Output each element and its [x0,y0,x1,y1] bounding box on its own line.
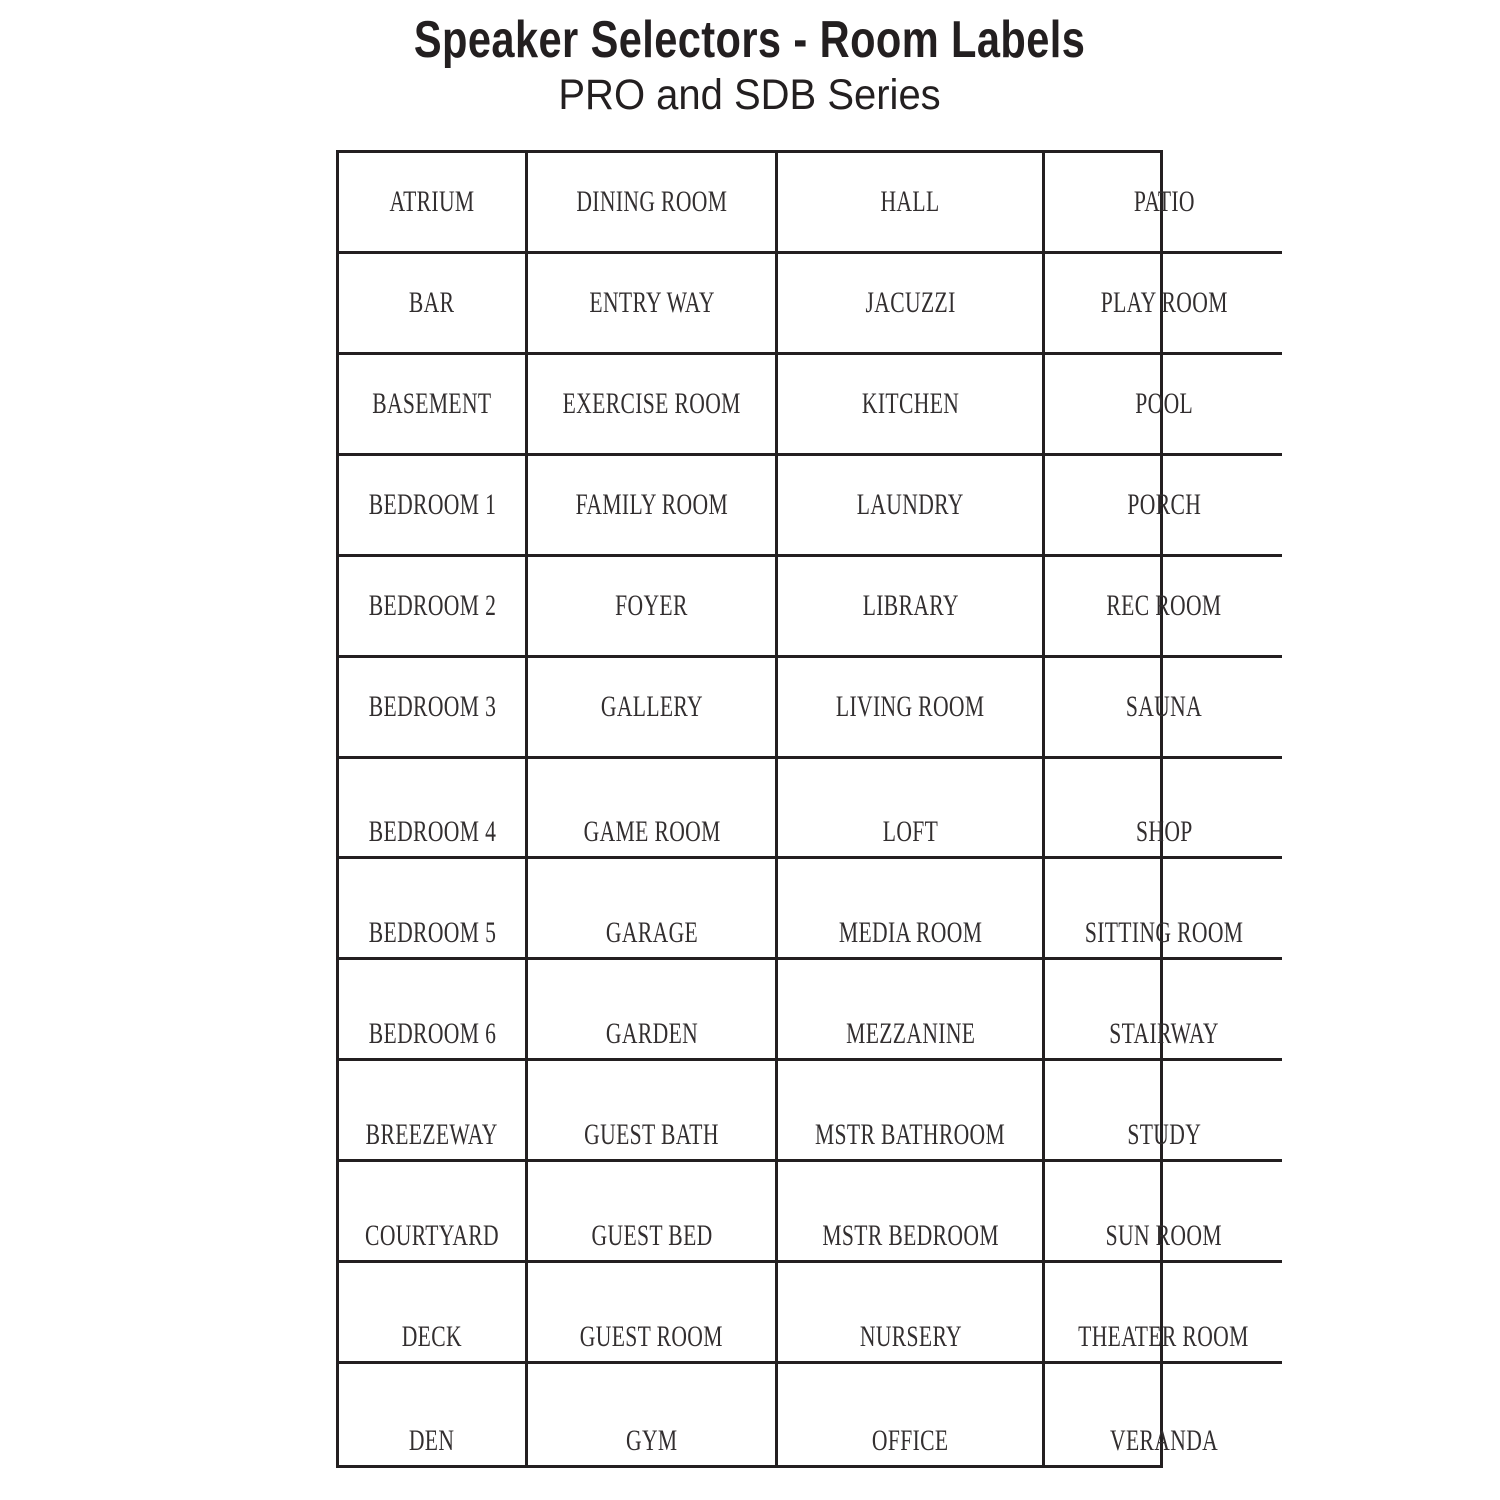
room-cell [339,1364,528,1465]
room-label: SHOP [1135,815,1193,849]
room-cell [1045,557,1282,658]
room-label: THEATER ROOM [1078,1320,1250,1354]
room-cell [1045,1061,1282,1162]
room-label: COURTYARD [365,1219,500,1253]
room-cell [339,1162,528,1263]
room-cell [339,859,528,960]
room-label: ENTRY WAY [589,285,715,319]
room-cell [528,557,778,658]
room-cell [778,1364,1045,1465]
room-cell [1045,960,1282,1061]
room-label: POOL [1134,386,1193,420]
room-label: JACUZZI [865,285,956,319]
room-cell [1045,759,1282,860]
room-cell [778,1162,1045,1263]
page-subtitle: PRO and SDB Series [558,71,942,119]
room-label: NURSERY [859,1320,962,1354]
room-label: GUEST ROOM [580,1320,724,1354]
room-label: BEDROOM 4 [368,815,496,849]
room-label: DINING ROOM [576,184,728,218]
room-cell [339,456,528,557]
room-label: BAR [409,285,455,319]
room-label: MEDIA ROOM [838,916,983,950]
room-cell [339,355,528,456]
room-label-grid [336,150,1250,1468]
room-cell [1045,1162,1282,1263]
room-cell [528,254,778,355]
room-cell [778,557,1045,658]
room-label: DEN [409,1424,455,1457]
room-cell [339,1061,528,1162]
room-cell [528,1364,778,1465]
room-label: KITCHEN [861,386,960,420]
room-label: MSTR BATHROOM [815,1118,1006,1152]
room-cell [778,859,1045,960]
room-label: GARDEN [605,1017,698,1051]
room-label: BEDROOM 3 [368,689,496,723]
page-header [0,12,1500,69]
room-label: LIBRARY [862,588,959,622]
room-label: GALLERY [600,689,703,723]
room-cell [528,960,778,1061]
room-label: SUN ROOM [1105,1219,1223,1253]
page-title: Speaker Selectors - Room Labels [414,11,1086,69]
room-cell [528,355,778,456]
room-label: GAME ROOM [583,815,721,849]
room-cell [339,658,528,759]
room-label: REC ROOM [1106,588,1222,622]
room-cell [778,658,1045,759]
room-cell [778,1061,1045,1162]
page-subheader [0,72,1500,119]
room-label: PLAY ROOM [1100,285,1228,319]
room-label: BEDROOM 6 [368,1017,496,1051]
room-label: MEZZANINE [845,1017,976,1051]
room-cell [528,1263,778,1364]
room-cell [1045,1263,1282,1364]
room-label: BREEZEWAY [366,1118,499,1152]
room-cell [778,759,1045,860]
room-cell [339,759,528,860]
room-label: GYM [625,1424,678,1457]
room-label: GARAGE [605,916,698,950]
room-label: HALL [880,184,940,218]
room-label: LAUNDRY [856,487,964,521]
room-cell [528,153,778,254]
room-cell [528,456,778,557]
room-cell [1045,658,1282,759]
room-cell [778,355,1045,456]
room-label: MSTR BEDROOM [822,1219,999,1253]
room-label: LOFT [882,815,939,849]
room-label: FOYER [615,588,689,622]
room-cell [1045,355,1282,456]
room-cell [528,859,778,960]
room-cell [1045,859,1282,960]
room-label: STUDY [1126,1118,1201,1152]
room-cell [1045,153,1282,254]
room-label: LIVING ROOM [836,689,985,723]
room-cell [778,1263,1045,1364]
room-cell [339,1263,528,1364]
room-cell [528,759,778,860]
room-label: OFFICE [872,1424,949,1457]
room-label: SAUNA [1125,689,1203,723]
room-cell [528,658,778,759]
room-label: GUEST BATH [584,1118,720,1152]
room-cell [1045,456,1282,557]
room-cell [528,1061,778,1162]
room-cell [1045,1364,1282,1465]
room-label: BEDROOM 1 [368,487,496,521]
room-label: EXERCISE ROOM [562,386,741,420]
room-cell [778,254,1045,355]
room-cell [339,153,528,254]
room-label: BEDROOM 5 [368,916,496,950]
room-label: GUEST BED [591,1219,713,1253]
room-cell [778,456,1045,557]
room-cell [1045,254,1282,355]
room-cell [778,153,1045,254]
room-cell [778,960,1045,1061]
room-label: PATIO [1133,184,1195,218]
room-label: BASEMENT [372,386,492,420]
room-cell [528,1162,778,1263]
room-label: STAIRWAY [1109,1017,1219,1051]
room-label: BEDROOM 2 [368,588,496,622]
room-label: DECK [401,1320,463,1354]
room-label: ATRIUM [389,184,475,218]
room-label: PORCH [1126,487,1201,521]
room-cell [339,254,528,355]
room-cell [339,960,528,1061]
room-label: VERANDA [1109,1424,1218,1457]
room-label: SITTING ROOM [1084,916,1244,950]
room-label: FAMILY ROOM [575,487,728,521]
room-cell [339,557,528,658]
